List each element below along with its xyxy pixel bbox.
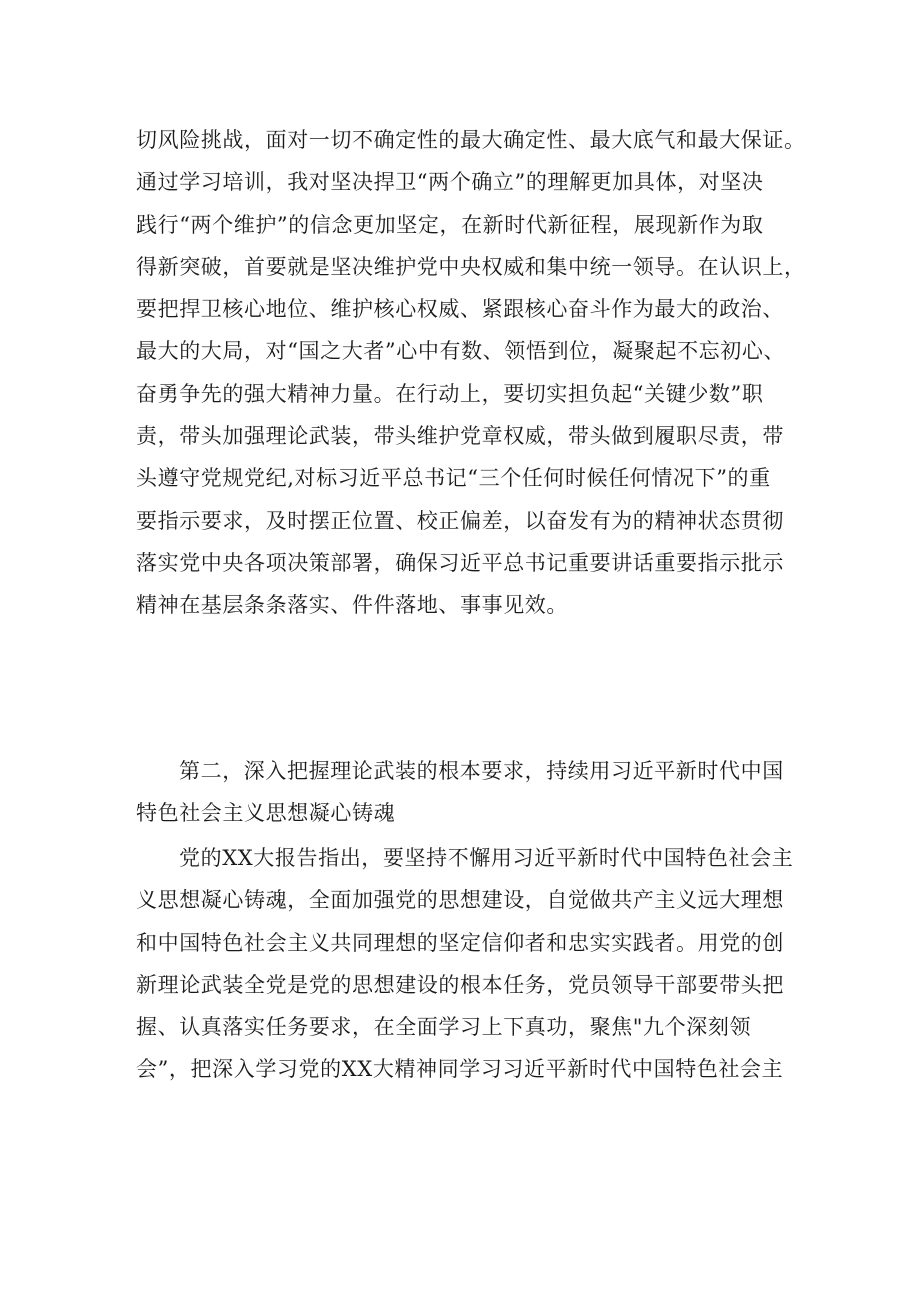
paragraph-line: 新理论武装全党是党的思想建设的根本任务，党员领导干部要带头把 (136, 972, 784, 997)
paragraph-line: 和中国特色社会主义共同理想的坚定信仰者和忠实实践者。用党的创 (136, 930, 784, 955)
body-paragraph-1 (136, 119, 806, 627)
paragraph-line: 责，带头加强理论武装，带头维护党章权威，带头做到履职尽责，带 (136, 424, 784, 449)
section-heading (136, 750, 796, 835)
paragraph-line: 精神在基层条条落实、件件落地、事事见效。 (136, 593, 568, 618)
paragraph-line: 义思想凝心铸魂，全面加强党的思想建设，自觉做共产主义远大理想 (136, 888, 784, 913)
paragraph-line: 切风险挑战，面对一切不确定性的最大确定性、最大底气和最大保证。 (136, 128, 806, 152)
body-paragraph-3 (136, 837, 796, 1091)
paragraph-line: 要指示要求，及时摆正位置、校正偏差，以奋发有为的精神状态贯彻 (136, 508, 784, 533)
heading-line: 第二，深入把握理论武装的根本要求，持续用习近平新时代中国 (179, 759, 784, 783)
paragraph-line: 践行“两个维护”的信念更加坚定，在新时代新征程，展现新作为取 (136, 212, 764, 237)
paragraph-line: 握、认真落实任务要求，在全面学习上下真功，聚焦"九个深刻领 (136, 1015, 752, 1040)
paragraph-line: 最大的大局，对“国之大者”心中有数、领悟到位，凝聚起不忘初心、 (136, 339, 786, 364)
paragraph-line: 会”，把深入学习党的XX大精神同学习习近平新时代中国特色社会主 (136, 1057, 784, 1082)
paragraph-line: 通过学习培训，我对坚决捍卫“两个确立”的理解更加具体，对坚决 (136, 170, 764, 195)
paragraph-line: 奋勇争先的强大精神力量。在行动上，要切实担负起“关键少数”职 (136, 381, 764, 406)
paragraph-line: 党的XX大报告指出，要坚持不懈用习近平新时代中国特色社会主 (179, 846, 794, 870)
heading-line: 特色社会主义思想凝心铸魂 (136, 801, 396, 826)
paragraph-line: 落实党中央各项决策部署，确保习近平总书记重要讲话重要指示批示 (136, 550, 784, 575)
paragraph-line: 头遵守党规党纪,对标习近平总书记“三个任何时候任何情况下”的重 (136, 466, 771, 491)
paragraph-line: 得新突破，首要就是坚决维护党中央权威和集中统一领导。在认识上， (136, 254, 806, 279)
paragraph-line: 要把捍卫核心地位、维护核心权威、紧跟核心奋斗作为最大的政治、 (136, 297, 784, 322)
